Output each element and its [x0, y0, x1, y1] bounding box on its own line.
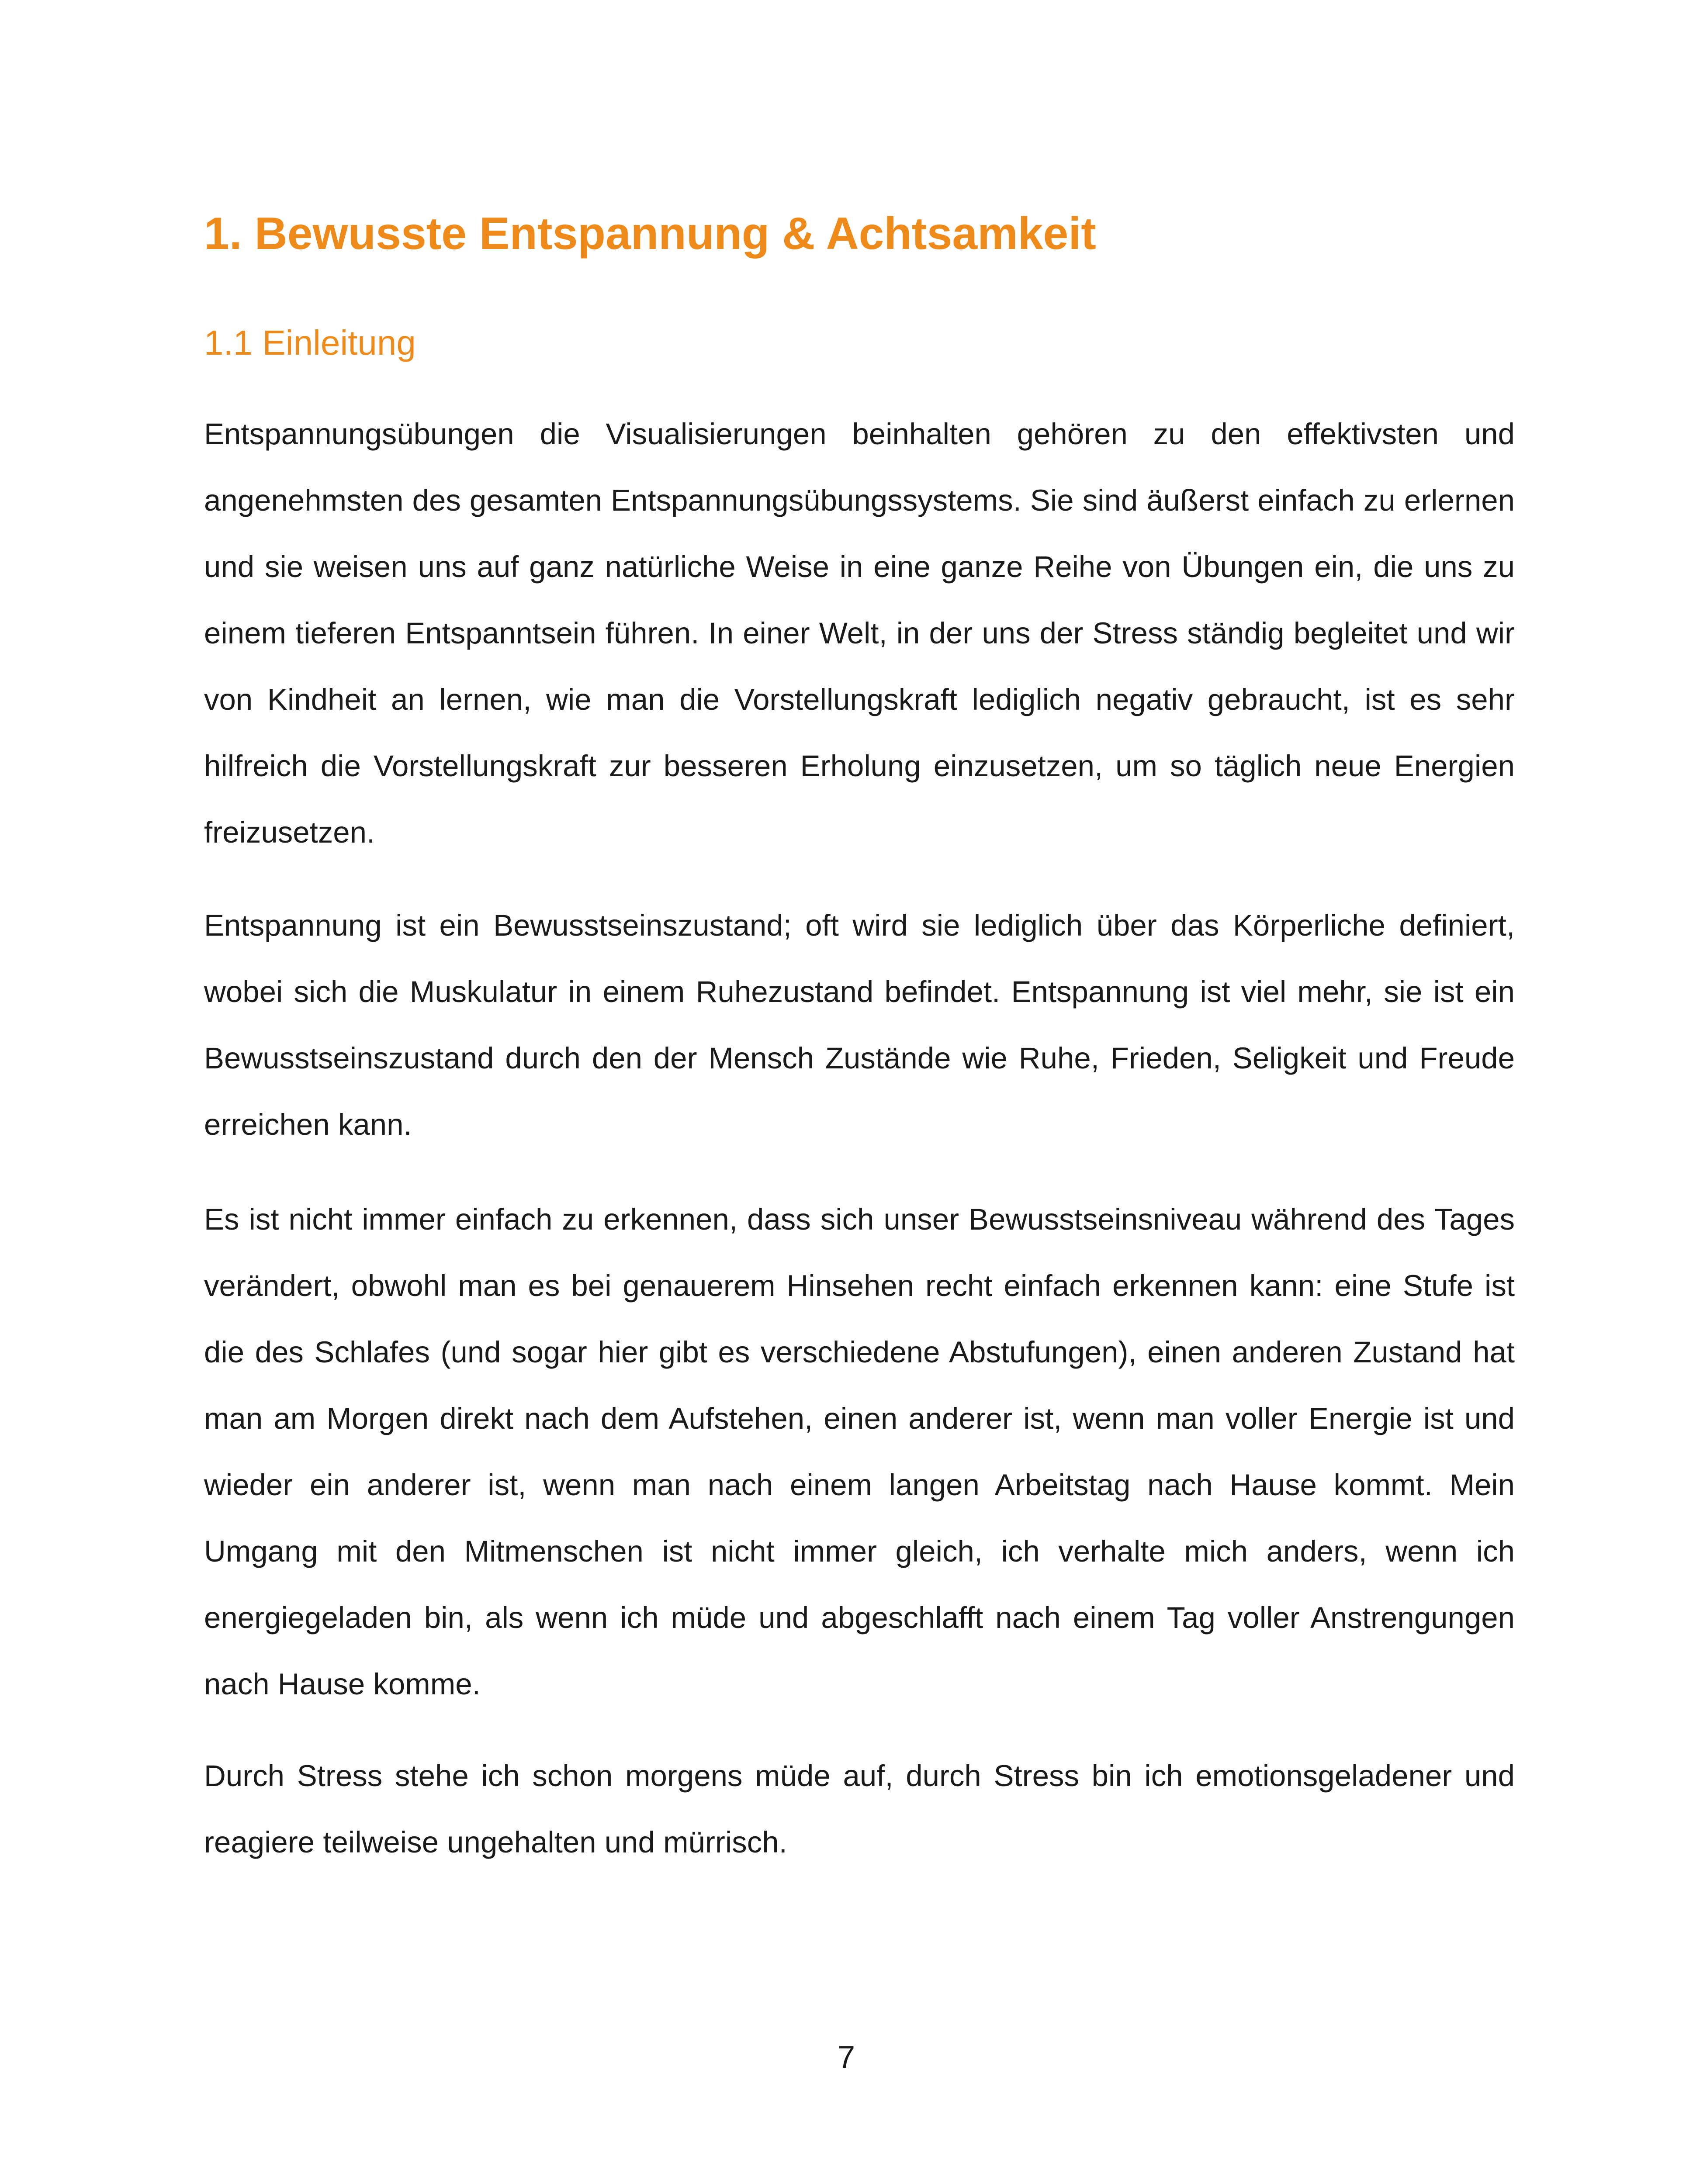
section-title: 1.1 Einleitung	[204, 323, 416, 362]
paragraph-4: Durch Stress stehe ich schon morgens müde auf, durch Stress bin ich emotionsgeladener und reagiere teilweise ungehalten und mürrisch.	[204, 1759, 1515, 1859]
chapter-title: 1. Bewusste Entspannung & Achtsamkeit	[204, 208, 1096, 259]
page-number: 7	[837, 2040, 855, 2075]
paragraph-1: Entspannungsübungen die Visualisierungen beinhalten gehören zu den effektivsten und angenehmsten des gesamten Entspannungsübungssystems. Sie sind äußerst einfach zu erlernen und sie weisen uns auf ganz natürliche Weise in eine ganze Reihe von Übungen ein, die uns zu einem tieferen Entspanntsein führen. In einer Welt, in der uns der Stress ständig begleitet und wir von Kindheit an lernen, wie man die Vorstellungskraft lediglich negativ gebraucht, ist es sehr hilfreich die Vorstellungskraft zur besseren Erholung einzusetzen, um so täglich neue Energien freizusetzen.	[204, 417, 1515, 849]
paragraph-3: Es ist nicht immer einfach zu erkennen, dass sich unser Bewusstseinsniveau während des Tages verändert, obwohl man es bei genauerem Hinsehen recht einfach erkennen kann: eine Stufe ist die des Schlafes (und sogar hier gibt es verschiedene Abstufungen), einen anderen Zustand hat man am Morgen direkt nach dem Aufstehen, einen anderer ist, wenn man voller Energie ist und wieder ein anderer ist, wenn man nach einem langen Arbeitstag nach Hause kommt. Mein Umgang mit den Mitmenschen ist nicht immer gleich, ich verhalte mich anders, wenn ich energiegeladen bin, als wenn ich müde und abgeschlafft nach einem Tag voller Anstrengungen nach Hause komme.	[204, 1203, 1515, 1701]
paragraph-2: Entspannung ist ein Bewusstseinszustand; oft wird sie lediglich über das Körperliche definiert, wobei sich die Muskulatur in einem Ruhezustand befindet. Entspannung ist viel mehr, sie ist ein Bewusstseinszustand durch den der Mensch Zustände wie Ruhe, Frieden, Seligkeit und Freude erreichen kann.	[204, 909, 1515, 1141]
